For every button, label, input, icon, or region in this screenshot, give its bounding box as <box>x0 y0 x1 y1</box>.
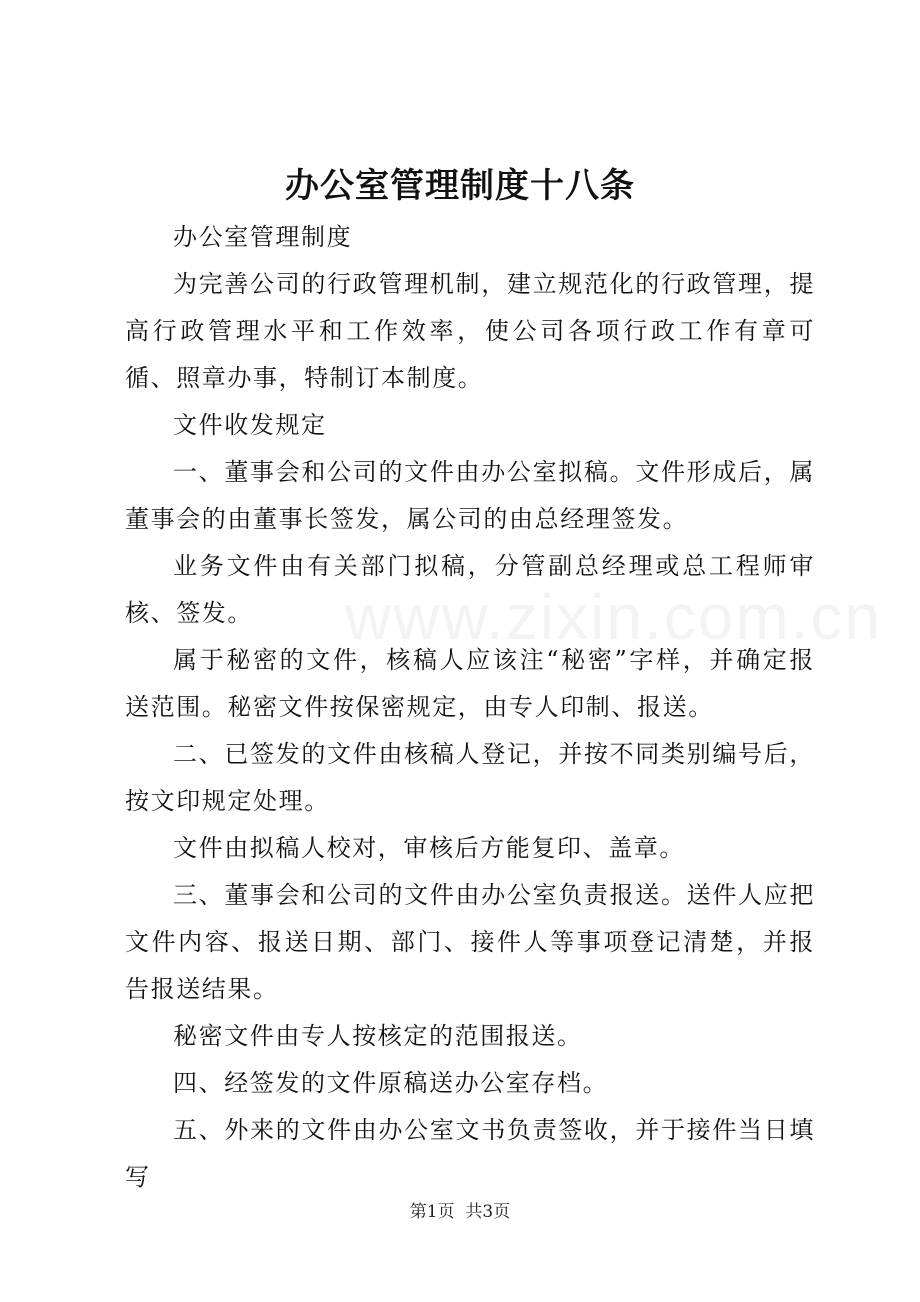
paragraph-rule-2: 二、已签发的文件由核稿人登记，并按不同类别编号后，按文印规定处理。 <box>125 740 815 815</box>
paragraph-rule-1: 一、董事会和公司的文件由办公室拟稿。文件形成后，属董事会的由董事长签发，属公司的由总经理签发。 <box>125 458 815 533</box>
paragraph-secret-delivery: 秘密文件由专人按核定的范围报送。 <box>173 1022 583 1050</box>
paragraph-section-heading: 办公室管理制度 <box>173 223 353 251</box>
document-title: 办公室管理制度十八条 <box>285 166 635 206</box>
document-body <box>125 214 815 1201</box>
page-footer <box>0 1198 920 1226</box>
paragraph-proofread: 文件由拟稿人校对，审核后方能复印、盖章。 <box>173 834 685 862</box>
watermark: www.zixin.com.cn <box>345 581 882 653</box>
paragraph-rule-5: 五、外来的文件由办公室文书负责签收，并于接件当日填写 <box>125 1116 815 1191</box>
paragraph-intro: 为完善公司的行政管理机制，建立规范化的行政管理，提高行政管理水平和工作效率，使公司各项行政工作有章可循、照章办事，特制订本制度。 <box>125 270 815 392</box>
paragraph-rule-4: 四、经签发的文件原稿送办公室存档。 <box>173 1069 609 1097</box>
page-number: 第1页 <box>409 1202 455 1222</box>
page-total: 共3页 <box>465 1202 511 1222</box>
paragraph-business-docs: 业务文件由有关部门拟稿，分管副总经理或总工程师审核、签发。 <box>125 552 815 627</box>
paragraph-subheading: 文件收发规定 <box>173 411 327 439</box>
paragraph-secret-docs: 属于秘密的文件，核稿人应该注“秘密”字样，并确定报送范围。秘密文件按保密规定，由专人印制、报送。 <box>125 646 815 721</box>
paragraph-rule-3: 三、董事会和公司的文件由办公室负责报送。送件人应把文件内容、报送日期、部门、接件人等事项登记清楚，并报告报送结果。 <box>125 881 815 1003</box>
